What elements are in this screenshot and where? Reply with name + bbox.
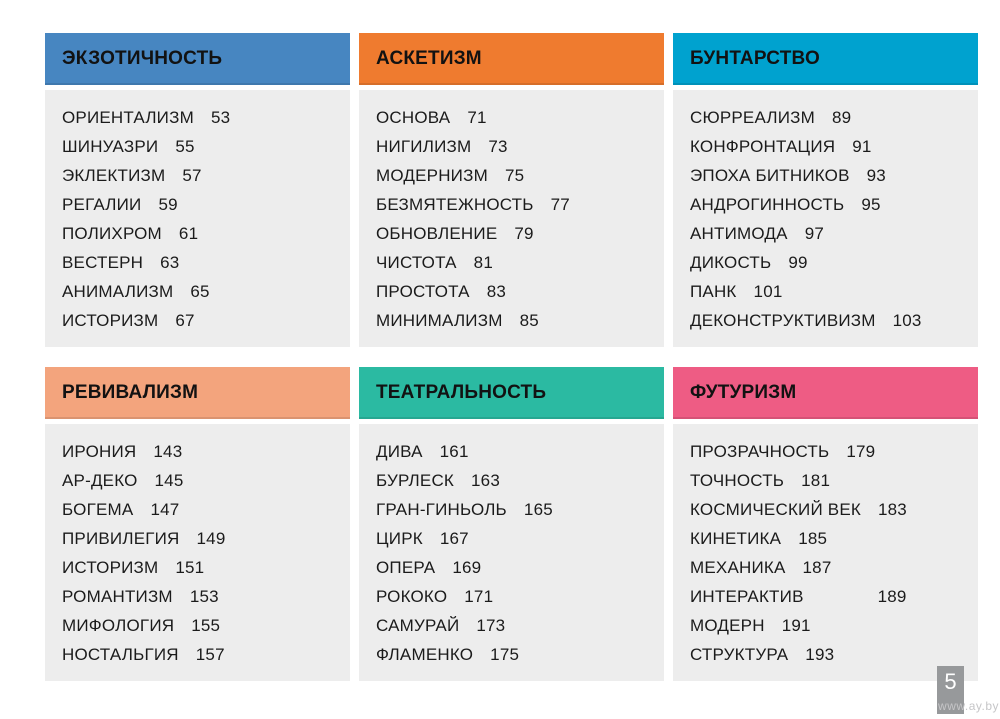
- item-page-number: 165: [523, 500, 553, 519]
- category-card-theatrical: [359, 367, 664, 681]
- item-page-number: 145: [154, 471, 184, 490]
- item-label: ЦИРК: [376, 529, 423, 548]
- category-card-rebellion: [673, 33, 978, 347]
- item-page-number: 93: [866, 166, 886, 185]
- category-header: [45, 33, 350, 85]
- list-item: [376, 466, 647, 495]
- item-page-number: 153: [189, 587, 219, 606]
- list-item: [62, 582, 333, 611]
- item-label: ПРОСТОТА: [376, 282, 470, 301]
- list-item: [690, 524, 961, 553]
- contents-grid: [45, 33, 978, 681]
- list-item: [62, 437, 333, 466]
- category-header: [45, 367, 350, 419]
- category-list: [45, 424, 350, 681]
- item-label: САМУРАЙ: [376, 616, 460, 635]
- category-title: АСКЕТИЗМ: [376, 48, 482, 69]
- item-page-number: 55: [175, 137, 195, 156]
- list-item: [376, 306, 647, 335]
- item-label: ОПЕРА: [376, 558, 436, 577]
- list-item: [690, 190, 961, 219]
- item-page-number: 99: [788, 253, 808, 272]
- item-page-number: 185: [798, 529, 828, 548]
- category-title: РЕВИВАЛИЗМ: [62, 382, 199, 403]
- item-label: ДИВА: [376, 442, 423, 461]
- item-page-number: 143: [153, 442, 183, 461]
- category-list: [359, 424, 664, 681]
- item-page-number: 77: [550, 195, 570, 214]
- item-page-number: 91: [852, 137, 872, 156]
- item-label: ОСНОВА: [376, 108, 451, 127]
- item-label: РЕГАЛИИ: [62, 195, 142, 214]
- item-label: НИГИЛИЗМ: [376, 137, 472, 156]
- watermark: www.ay.by: [938, 699, 999, 713]
- category-list: [673, 424, 978, 681]
- item-label: СЮРРЕАЛИЗМ: [690, 108, 815, 127]
- item-label: КОНФРОНТАЦИЯ: [690, 137, 836, 156]
- item-page-number: 157: [195, 645, 225, 664]
- item-label: НОСТАЛЬГИЯ: [62, 645, 179, 664]
- category-list: [359, 90, 664, 347]
- list-item: [62, 611, 333, 640]
- item-label: БОГЕМА: [62, 500, 134, 519]
- item-label: ЭКЛЕКТИЗМ: [62, 166, 166, 185]
- list-item: [62, 248, 333, 277]
- list-item: [690, 466, 961, 495]
- category-card-exotic: [45, 33, 350, 347]
- item-label: ЧИСТОТА: [376, 253, 457, 272]
- item-page-number: 167: [439, 529, 469, 548]
- item-label: БЕЗМЯТЕЖНОСТЬ: [376, 195, 534, 214]
- item-label: ШИНУАЗРИ: [62, 137, 159, 156]
- item-label: КИНЕТИКА: [690, 529, 782, 548]
- category-title: ЭКЗОТИЧНОСТЬ: [62, 48, 223, 69]
- list-item: [376, 553, 647, 582]
- item-page-number: 89: [831, 108, 852, 127]
- item-label: ВЕСТЕРН: [62, 253, 144, 272]
- item-label: ИСТОРИЗМ: [62, 558, 159, 577]
- list-item: [376, 161, 647, 190]
- list-item: [376, 495, 647, 524]
- item-label: ОРИЕНТАЛИЗМ: [62, 108, 194, 127]
- category-header: [673, 367, 978, 419]
- list-item: [690, 611, 961, 640]
- list-item: [376, 190, 647, 219]
- item-label: ИСТОРИЗМ: [62, 311, 159, 330]
- category-title: ТЕАТРАЛЬНОСТЬ: [376, 382, 547, 403]
- item-page-number: 53: [210, 108, 231, 127]
- list-item: [376, 582, 647, 611]
- item-page-number: 85: [519, 311, 539, 330]
- list-item: [62, 190, 333, 219]
- item-page-number: 149: [196, 529, 226, 548]
- item-page-number: 163: [471, 471, 500, 490]
- list-item: [690, 277, 961, 306]
- item-label: ИРОНИЯ: [62, 442, 137, 461]
- item-label: МИФОЛОГИЯ: [62, 616, 175, 635]
- item-label: АНИМАЛИЗМ: [62, 282, 174, 301]
- list-item: [690, 132, 961, 161]
- list-item: [690, 248, 961, 277]
- list-item: [62, 306, 333, 335]
- item-page-number: 65: [190, 282, 210, 301]
- category-header: [673, 33, 978, 85]
- list-item: [62, 640, 333, 669]
- list-item: [376, 103, 647, 132]
- list-item: [376, 437, 647, 466]
- list-item: [62, 161, 333, 190]
- item-page-number: 83: [486, 282, 507, 301]
- item-label: ИНТЕРАКТИВ: [690, 587, 804, 606]
- item-label: ТОЧНОСТЬ: [690, 471, 785, 490]
- list-item: [376, 132, 647, 161]
- list-item: [62, 219, 333, 248]
- item-label: БУРЛЕСК: [376, 471, 455, 490]
- item-page-number: 95: [861, 195, 881, 214]
- list-item: [690, 640, 961, 669]
- item-page-number: 173: [476, 616, 506, 635]
- item-page-number: 169: [452, 558, 482, 577]
- item-page-number: 97: [804, 224, 824, 243]
- category-list: [673, 90, 978, 347]
- item-label: ПРОЗРАЧНОСТЬ: [690, 442, 830, 461]
- item-label: ОБНОВЛЕНИЕ: [376, 224, 498, 243]
- list-item: [690, 582, 961, 611]
- list-item: [376, 611, 647, 640]
- item-label: МОДЕРН: [690, 616, 765, 635]
- list-item: [690, 495, 961, 524]
- list-item: [376, 277, 647, 306]
- category-card-revival: [45, 367, 350, 681]
- item-label: ФЛАМЕНКО: [376, 645, 474, 664]
- item-page-number: 73: [488, 137, 508, 156]
- item-label: ДИКОСТЬ: [690, 253, 772, 272]
- item-label: ЭПОХА БИТНИКОВ: [690, 166, 850, 185]
- item-label: ДЕКОНСТРУКТИВИЗМ: [690, 311, 876, 330]
- list-item: [376, 219, 647, 248]
- item-page-number: 59: [158, 195, 178, 214]
- item-page-number: 57: [182, 166, 202, 185]
- item-page-number: 61: [178, 224, 199, 243]
- item-page-number: 71: [467, 108, 487, 127]
- item-page-number: 155: [191, 616, 221, 635]
- item-label: АНТИМОДА: [690, 224, 788, 243]
- list-item: [690, 161, 961, 190]
- item-label: РОМАНТИЗМ: [62, 587, 173, 606]
- item-page-number: 179: [846, 442, 876, 461]
- category-header: [359, 33, 664, 85]
- item-page-number: 147: [150, 500, 180, 519]
- item-page-number: 193: [805, 645, 835, 664]
- category-title: БУНТАРСТВО: [690, 48, 820, 69]
- item-label: ПОЛИХРОМ: [62, 224, 162, 243]
- item-page-number: 79: [514, 224, 534, 243]
- item-page-number: 103: [892, 311, 922, 330]
- item-page-number: 63: [160, 253, 180, 272]
- item-page-number: 75: [504, 166, 525, 185]
- item-label: КОСМИЧЕСКИЙ ВЕК: [690, 500, 861, 519]
- item-label: АНДРОГИННОСТЬ: [690, 195, 845, 214]
- item-page-number: 67: [175, 311, 195, 330]
- category-title: ФУТУРИЗМ: [690, 382, 797, 403]
- item-page-number: 189: [877, 587, 907, 606]
- item-page-number: 175: [490, 645, 520, 664]
- list-item: [690, 437, 961, 466]
- category-list: [45, 90, 350, 347]
- item-page-number: 191: [781, 616, 811, 635]
- item-page-number: 183: [878, 500, 907, 519]
- item-page-number: 101: [753, 282, 783, 301]
- category-header: [359, 367, 664, 419]
- list-item: [62, 553, 333, 582]
- item-label: АР-ДЕКО: [62, 471, 138, 490]
- list-item: [62, 524, 333, 553]
- list-item: [376, 640, 647, 669]
- category-card-ascetic: [359, 33, 664, 347]
- item-label: ПРИВИЛЕГИЯ: [62, 529, 180, 548]
- item-label: СТРУКТУРА: [690, 645, 789, 664]
- list-item: [62, 466, 333, 495]
- list-item: [690, 553, 961, 582]
- list-item: [690, 219, 961, 248]
- list-item: [62, 132, 333, 161]
- item-page-number: 161: [439, 442, 469, 461]
- list-item: [62, 495, 333, 524]
- list-item: [62, 277, 333, 306]
- item-label: ГРАН-ГИНЬОЛЬ: [376, 500, 507, 519]
- list-item: [376, 524, 647, 553]
- list-item: [690, 306, 961, 335]
- item-page-number: 171: [464, 587, 494, 606]
- list-item: [62, 103, 333, 132]
- page-number-badge: 5: [937, 666, 964, 714]
- item-page-number: 181: [801, 471, 831, 490]
- list-item: [376, 248, 647, 277]
- item-page-number: 187: [802, 558, 832, 577]
- item-page-number: 81: [473, 253, 493, 272]
- category-card-futurism: [673, 367, 978, 681]
- item-label: МЕХАНИКА: [690, 558, 786, 577]
- item-label: ПАНК: [690, 282, 737, 301]
- item-page-number: 151: [175, 558, 205, 577]
- item-label: МИНИМАЛИЗМ: [376, 311, 503, 330]
- item-label: МОДЕРНИЗМ: [376, 166, 488, 185]
- list-item: [690, 103, 961, 132]
- item-label: РОКОКО: [376, 587, 448, 606]
